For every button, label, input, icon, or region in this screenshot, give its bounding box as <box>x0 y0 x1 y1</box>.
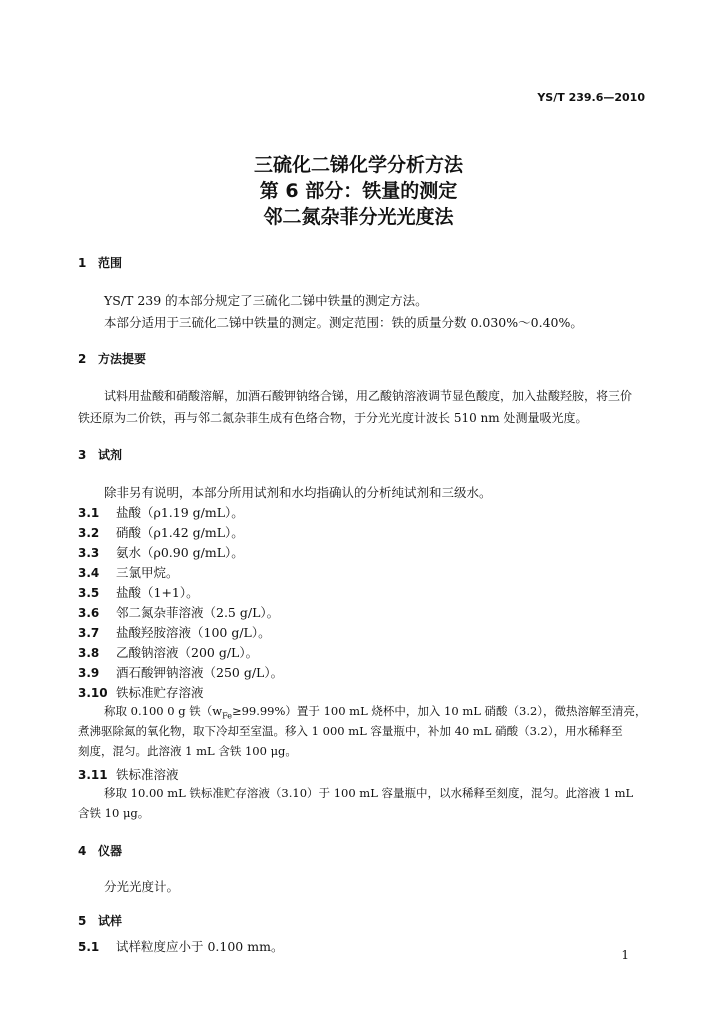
section-number: 4 <box>78 844 87 858</box>
item-text: 邻二氮杂菲溶液（2.5 g/L）。 <box>116 605 280 620</box>
item-number: 3.5 <box>78 586 100 600</box>
section-method-heading <box>78 350 146 367</box>
item-text: 盐酸（1+1）。 <box>116 585 199 600</box>
section-instruments-heading <box>78 842 122 859</box>
list-item <box>78 623 271 641</box>
list-item <box>78 663 283 681</box>
page-number: 1 <box>621 948 629 962</box>
scope-paragraph-1: YS/T 239 的本部分规定了三硫化二锑中铁量的测定方法。 <box>104 293 428 308</box>
scope-paragraph-2: 本部分适用于三硫化二锑中铁量的测定。测定范围：铁的质量分数 0.030%～0.40%。 <box>104 315 583 330</box>
item-number: 3.2 <box>78 526 100 540</box>
method-line-2: 铁还原为二价铁，再与邻二氮杂菲生成有色络合物，于分光光度计波长 510 nm 处测量吸光度。 <box>78 411 588 425</box>
standard-solution-line-1: 移取 10.00 mL 铁标准贮存溶液（3.10）于 100 mL 容量瓶中，以水稀释至刻度，混匀。此溶液 1 mL <box>104 786 634 800</box>
section-title: 试样 <box>98 914 123 928</box>
method-line-1: 试料用盐酸和硝酸溶解，加酒石酸钾钠络合锑，用乙酸钠溶液调节显色酸度，加入盐酸羟胺，将三价 <box>104 389 633 403</box>
standard-solution-heading <box>78 765 179 783</box>
section-number: 2 <box>78 352 87 366</box>
item-text: 盐酸羟胺溶液（100 g/L）。 <box>116 625 271 640</box>
section-title: 方法提要 <box>98 352 147 366</box>
stock-solution-heading <box>78 683 204 701</box>
item-text: 三氯甲烷。 <box>116 565 179 580</box>
list-item <box>78 503 244 521</box>
item-text: 酒石酸钾钠溶液（250 g/L）。 <box>116 665 284 680</box>
item-text: 铁标准溶液 <box>116 767 179 782</box>
list-item <box>78 583 199 601</box>
item-number: 3.8 <box>78 646 100 660</box>
list-item <box>78 563 179 581</box>
section-title: 仪器 <box>98 844 123 858</box>
list-item <box>78 523 244 541</box>
item-number: 5.1 <box>78 940 100 954</box>
section-reagents-heading <box>78 446 122 463</box>
list-item <box>78 543 244 561</box>
doc-title-line1: 三硫化二锑化学分析方法 <box>253 154 463 176</box>
item-number: 3.7 <box>78 626 100 640</box>
item-text: 硝酸（ρ1.42 g/mL）。 <box>116 525 244 540</box>
list-item <box>78 643 258 661</box>
list-item <box>78 937 283 955</box>
section-sample-heading <box>78 912 122 929</box>
stock-text-b: ≥99.99%）置于 100 mL 烧杯中，加入 10 mL 硝酸（3.2），微热溶解至清亮， <box>231 704 647 718</box>
standard-solution-line-2: 含铁 10 μg。 <box>78 806 150 820</box>
item-text: 铁标准贮存溶液 <box>116 685 204 700</box>
section-title: 范围 <box>98 256 123 270</box>
section-scope-heading <box>78 254 122 271</box>
stock-subscript: Fe <box>222 711 232 721</box>
section-number: 1 <box>78 256 87 270</box>
stock-solution-line-1 <box>104 703 647 720</box>
item-number: 3.4 <box>78 566 100 580</box>
item-text: 乙酸钠溶液（200 g/L）。 <box>116 645 259 660</box>
section-title: 试剂 <box>98 448 123 462</box>
item-number: 3.11 <box>78 768 108 782</box>
item-number: 3.1 <box>78 506 100 520</box>
instruments-text: 分光光度计。 <box>104 879 180 894</box>
reagents-intro: 除非另有说明，本部分所用试剂和水均指确认的分析纯试剂和三级水。 <box>104 485 492 500</box>
section-number: 5 <box>78 914 87 928</box>
item-text: 盐酸（ρ1.19 g/mL）。 <box>116 505 244 520</box>
list-item <box>78 603 279 621</box>
stock-text-a: 称取 0.100 0 g 铁（w <box>104 704 223 718</box>
item-text: 氨水（ρ0.90 g/mL）。 <box>116 545 244 560</box>
item-number: 3.6 <box>78 606 100 620</box>
doc-title-line2: 第 6 部分：铁量的测定 <box>259 180 458 202</box>
standard-code: YS/T 239.6—2010 <box>537 91 645 104</box>
section-number: 3 <box>78 448 87 462</box>
item-number: 3.3 <box>78 546 100 560</box>
doc-title-line3: 邻二氮杂菲分光光度法 <box>263 206 454 228</box>
stock-solution-line-2: 煮沸驱除氮的氧化物，取下冷却至室温。移入 1 000 mL 容量瓶中，补加 40 mL 硝酸（3.2），用水稀释至 <box>78 724 623 738</box>
stock-solution-line-3: 刻度，混匀。此溶液 1 mL 含铁 100 μg。 <box>78 744 297 758</box>
item-number: 3.10 <box>78 686 108 700</box>
item-text: 试样粒度应小于 0.100 mm。 <box>116 939 284 954</box>
item-number: 3.9 <box>78 666 100 680</box>
